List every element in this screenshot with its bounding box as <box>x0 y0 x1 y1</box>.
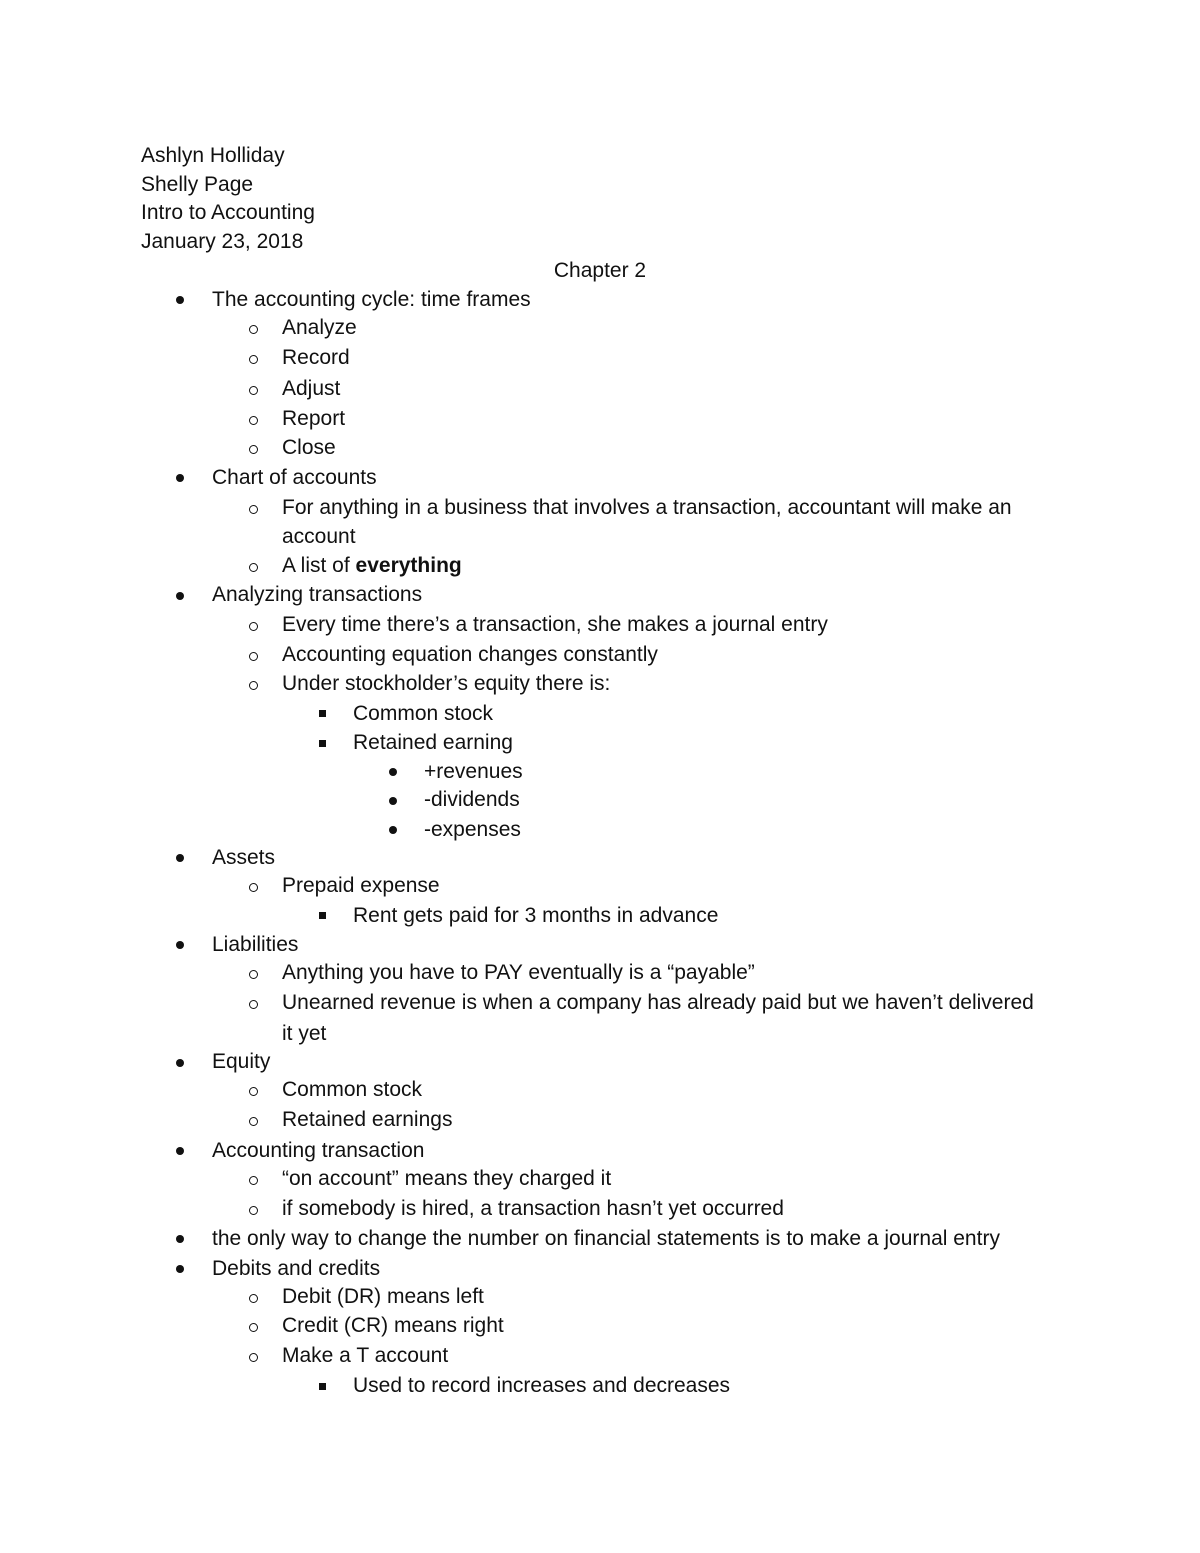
bullet-square-icon <box>319 1383 326 1390</box>
bullet-circle-icon <box>249 1294 258 1303</box>
list-item: Accounting transaction <box>212 1139 425 1162</box>
chapter-title: Chapter 2 <box>553 259 647 282</box>
list-item: Rent gets paid for 3 months in advance <box>353 904 719 927</box>
bullet-circle-icon <box>249 563 258 572</box>
list-item: Close <box>282 436 336 459</box>
list-item: Common stock <box>282 1078 423 1101</box>
list-item-continuation: account <box>282 525 356 548</box>
bullet-circle-icon <box>249 355 258 364</box>
bullet-circle-icon <box>249 1117 258 1126</box>
bullet-circle-icon <box>249 883 258 892</box>
author-name: Ashlyn Holliday <box>141 144 285 167</box>
emphasis-text: everything <box>355 554 462 577</box>
list-item: -expenses <box>424 818 521 841</box>
bullet-dot-icon <box>176 474 184 482</box>
list-item: Report <box>282 407 346 430</box>
bullet-dot-icon <box>389 826 397 834</box>
bullet-circle-icon <box>249 681 258 690</box>
list-item <box>282 552 462 580</box>
list-item: if somebody is hired, a transaction hasn’t yet occurred <box>282 1197 784 1220</box>
bullet-circle-icon <box>249 505 258 514</box>
bullet-dot-icon <box>176 1147 184 1155</box>
list-item: Credit (CR) means right <box>282 1314 504 1337</box>
bullet-circle-icon <box>249 1323 258 1332</box>
list-item: Analyze <box>282 316 357 339</box>
list-item: Debits and credits <box>212 1257 381 1280</box>
list-item-text: A list of <box>282 554 356 577</box>
list-item: For anything in a business that involves a transaction, accountant will make an <box>282 496 1012 519</box>
list-item: Anything you have to PAY eventually is a “payable” <box>282 961 755 984</box>
list-item: Retained earning <box>353 731 513 754</box>
list-item: Assets <box>212 846 276 869</box>
date: January 23, 2018 <box>141 230 304 253</box>
list-item: Chart of accounts <box>212 466 377 489</box>
bullet-circle-icon <box>249 652 258 661</box>
bullet-circle-icon <box>249 1353 258 1362</box>
list-item: Liabilities <box>212 933 299 956</box>
list-item: +revenues <box>424 760 523 783</box>
bullet-circle-icon <box>249 622 258 631</box>
bullet-square-icon <box>319 912 326 919</box>
bullet-dot-icon <box>176 296 184 304</box>
bullet-circle-icon <box>249 416 258 425</box>
list-item: the only way to change the number on financial statements is to make a journal entry <box>212 1227 1000 1250</box>
list-item: Record <box>282 346 350 369</box>
bullet-circle-icon <box>249 1000 258 1009</box>
list-item: The accounting cycle: time frames <box>212 288 531 311</box>
list-item: Common stock <box>353 702 494 725</box>
list-item: Debit (DR) means left <box>282 1285 484 1308</box>
bullet-dot-icon <box>176 592 184 600</box>
bullet-dot-icon <box>176 1059 184 1067</box>
bullet-circle-icon <box>249 325 258 334</box>
list-item: Accounting equation changes constantly <box>282 643 658 666</box>
list-item: Prepaid expense <box>282 874 440 897</box>
bullet-circle-icon <box>249 970 258 979</box>
bullet-square-icon <box>319 740 326 747</box>
list-item: -dividends <box>424 788 520 811</box>
list-item-continuation: it yet <box>282 1022 327 1045</box>
list-item: “on account” means they charged it <box>282 1167 612 1190</box>
bullet-circle-icon <box>249 386 258 395</box>
list-item: Unearned revenue is when a company has already paid but we haven’t delivered <box>282 991 1034 1014</box>
bullet-dot-icon <box>176 854 184 862</box>
list-item: Retained earnings <box>282 1108 453 1131</box>
bullet-dot-icon <box>176 1235 184 1243</box>
bullet-circle-icon <box>249 1176 258 1185</box>
list-item: Equity <box>212 1050 271 1073</box>
bullet-dot-icon <box>389 768 397 776</box>
list-item: Used to record increases and decreases <box>353 1374 731 1397</box>
bullet-dot-icon <box>176 1265 184 1273</box>
list-item: Under stockholder’s equity there is: <box>282 672 611 695</box>
list-item: Analyzing transactions <box>212 583 423 606</box>
bullet-square-icon <box>319 710 326 717</box>
list-item: Adjust <box>282 377 341 400</box>
bullet-dot-icon <box>389 797 397 805</box>
teacher-name: Shelly Page <box>141 173 254 196</box>
bullet-circle-icon <box>249 1206 258 1215</box>
bullet-circle-icon <box>249 445 258 454</box>
list-item: Every time there’s a transaction, she makes a journal entry <box>282 613 828 636</box>
bullet-circle-icon <box>249 1087 258 1096</box>
course-name: Intro to Accounting <box>141 201 315 224</box>
list-item: Make a T account <box>282 1344 449 1367</box>
bullet-dot-icon <box>176 941 184 949</box>
